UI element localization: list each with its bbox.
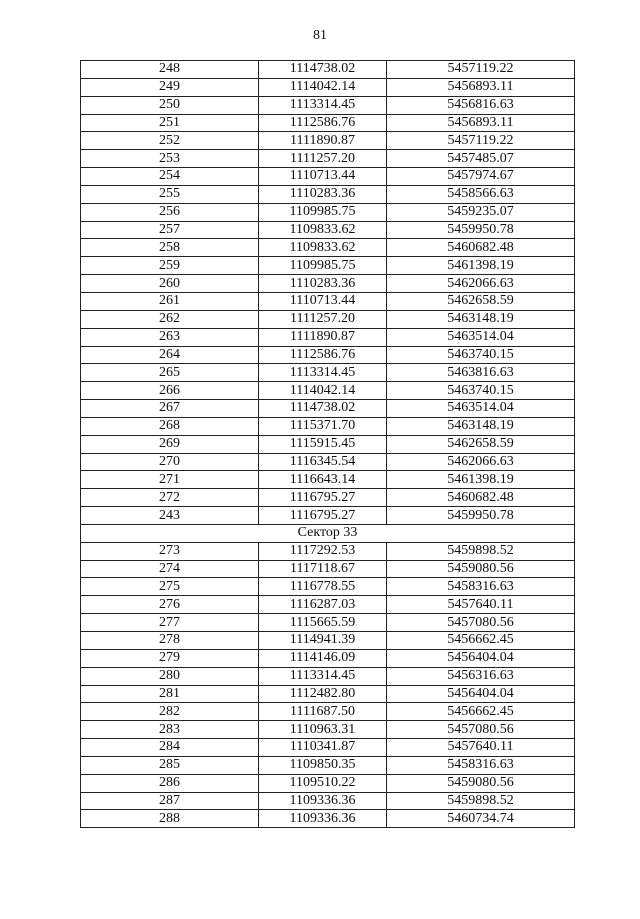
x-coordinate-cell: 1109510.22 [259,774,387,792]
x-coordinate-cell: 1117292.53 [259,542,387,560]
x-coordinate-cell: 1111687.50 [259,703,387,721]
table-row [81,721,575,739]
y-coordinate-cell: 5459950.78 [387,507,575,525]
x-coordinate-cell: 1110963.31 [259,721,387,739]
table-row [81,417,575,435]
table-row [81,78,575,96]
y-coordinate-cell: 5459235.07 [387,203,575,221]
y-coordinate-cell: 5460734.74 [387,810,575,828]
x-coordinate-cell: 1115665.59 [259,614,387,632]
x-coordinate-cell: 1115915.45 [259,435,387,453]
section-title: Сектор 33 [81,524,575,542]
point-number-cell: 253 [81,150,259,168]
x-coordinate-cell: 1116795.27 [259,489,387,507]
table-row [81,221,575,239]
x-coordinate-cell: 1116795.27 [259,507,387,525]
y-coordinate-cell: 5461398.19 [387,257,575,275]
point-number-cell: 259 [81,257,259,275]
table-row [81,756,575,774]
y-coordinate-cell: 5461398.19 [387,471,575,489]
y-coordinate-cell: 5459080.56 [387,560,575,578]
point-number-cell: 275 [81,578,259,596]
point-number-cell: 277 [81,614,259,632]
x-coordinate-cell: 1112586.76 [259,114,387,132]
y-coordinate-cell: 5456893.11 [387,78,575,96]
table-row [81,203,575,221]
page-number: 81 [313,28,327,43]
point-number-cell: 255 [81,185,259,203]
x-coordinate-cell: 1110713.44 [259,292,387,310]
table-row [81,453,575,471]
table-row [81,507,575,525]
table-row [81,632,575,650]
point-number-cell: 284 [81,739,259,757]
x-coordinate-cell: 1112482.80 [259,685,387,703]
y-coordinate-cell: 5463514.04 [387,400,575,418]
table-row [81,471,575,489]
point-number-cell: 267 [81,400,259,418]
y-coordinate-cell: 5463148.19 [387,310,575,328]
y-coordinate-cell: 5456404.04 [387,685,575,703]
table-row [81,328,575,346]
y-coordinate-cell: 5456893.11 [387,114,575,132]
table-row [81,114,575,132]
x-coordinate-cell: 1109833.62 [259,221,387,239]
x-coordinate-cell: 1116345.54 [259,453,387,471]
y-coordinate-cell: 5457640.11 [387,596,575,614]
table-row [81,364,575,382]
y-coordinate-cell: 5460682.48 [387,239,575,257]
y-coordinate-cell: 5463514.04 [387,328,575,346]
table-row [81,578,575,596]
point-number-cell: 248 [81,61,259,79]
table-row [81,560,575,578]
y-coordinate-cell: 5456662.45 [387,632,575,650]
table-row [81,435,575,453]
x-coordinate-cell: 1110713.44 [259,168,387,186]
table-row [81,310,575,328]
table-row [81,596,575,614]
point-number-cell: 251 [81,114,259,132]
point-number-cell: 243 [81,507,259,525]
y-coordinate-cell: 5456662.45 [387,703,575,721]
y-coordinate-cell: 5458566.63 [387,185,575,203]
point-number-cell: 283 [81,721,259,739]
point-number-cell: 264 [81,346,259,364]
y-coordinate-cell: 5459898.52 [387,792,575,810]
table-row [81,257,575,275]
table-row [81,132,575,150]
y-coordinate-cell: 5463148.19 [387,417,575,435]
x-coordinate-cell: 1109850.35 [259,756,387,774]
y-coordinate-cell: 5459950.78 [387,221,575,239]
point-number-cell: 281 [81,685,259,703]
point-number-cell: 257 [81,221,259,239]
point-number-cell: 288 [81,810,259,828]
x-coordinate-cell: 1111890.87 [259,328,387,346]
point-number-cell: 273 [81,542,259,560]
point-number-cell: 258 [81,239,259,257]
table-row [81,96,575,114]
table-row [81,61,575,79]
point-number-cell: 266 [81,382,259,400]
coordinates-table [80,60,575,828]
y-coordinate-cell: 5463740.15 [387,346,575,364]
x-coordinate-cell: 1117118.67 [259,560,387,578]
y-coordinate-cell: 5463740.15 [387,382,575,400]
x-coordinate-cell: 1114146.09 [259,649,387,667]
point-number-cell: 269 [81,435,259,453]
x-coordinate-cell: 1115371.70 [259,417,387,435]
table-row [81,774,575,792]
table-row [81,239,575,257]
table-row [81,382,575,400]
table-row [81,275,575,293]
y-coordinate-cell: 5458316.63 [387,756,575,774]
point-number-cell: 276 [81,596,259,614]
point-number-cell: 274 [81,560,259,578]
point-number-cell: 261 [81,292,259,310]
y-coordinate-cell: 5463816.63 [387,364,575,382]
y-coordinate-cell: 5457080.56 [387,614,575,632]
y-coordinate-cell: 5462066.63 [387,453,575,471]
table-row [81,489,575,507]
table-row [81,168,575,186]
coordinates-table-body [81,61,575,828]
x-coordinate-cell: 1114042.14 [259,78,387,96]
point-number-cell: 278 [81,632,259,650]
x-coordinate-cell: 1114042.14 [259,382,387,400]
y-coordinate-cell: 5457119.22 [387,132,575,150]
x-coordinate-cell: 1113314.45 [259,667,387,685]
x-coordinate-cell: 1109833.62 [259,239,387,257]
point-number-cell: 268 [81,417,259,435]
x-coordinate-cell: 1109985.75 [259,203,387,221]
point-number-cell: 270 [81,453,259,471]
y-coordinate-cell: 5459898.52 [387,542,575,560]
x-coordinate-cell: 1109336.36 [259,810,387,828]
point-number-cell: 280 [81,667,259,685]
x-coordinate-cell: 1113314.45 [259,96,387,114]
point-number-cell: 279 [81,649,259,667]
x-coordinate-cell: 1110341.87 [259,739,387,757]
x-coordinate-cell: 1111257.20 [259,310,387,328]
point-number-cell: 249 [81,78,259,96]
x-coordinate-cell: 1110283.36 [259,275,387,293]
table-row [81,150,575,168]
point-number-cell: 272 [81,489,259,507]
y-coordinate-cell: 5457974.67 [387,168,575,186]
table-row [81,292,575,310]
table-row [81,792,575,810]
table-row [81,667,575,685]
point-number-cell: 262 [81,310,259,328]
table-row [81,685,575,703]
table-row [81,703,575,721]
table-row [81,614,575,632]
y-coordinate-cell: 5462658.59 [387,435,575,453]
point-number-cell: 265 [81,364,259,382]
section-header-row [81,524,575,542]
y-coordinate-cell: 5456316.63 [387,667,575,685]
y-coordinate-cell: 5456404.04 [387,649,575,667]
y-coordinate-cell: 5457640.11 [387,739,575,757]
x-coordinate-cell: 1109336.36 [259,792,387,810]
y-coordinate-cell: 5456816.63 [387,96,575,114]
x-coordinate-cell: 1114738.02 [259,61,387,79]
x-coordinate-cell: 1116778.55 [259,578,387,596]
point-number-cell: 256 [81,203,259,221]
table-row [81,810,575,828]
x-coordinate-cell: 1111890.87 [259,132,387,150]
x-coordinate-cell: 1116643.14 [259,471,387,489]
point-number-cell: 287 [81,792,259,810]
y-coordinate-cell: 5457119.22 [387,61,575,79]
point-number-cell: 282 [81,703,259,721]
point-number-cell: 263 [81,328,259,346]
x-coordinate-cell: 1114738.02 [259,400,387,418]
table-row [81,185,575,203]
y-coordinate-cell: 5457485.07 [387,150,575,168]
point-number-cell: 286 [81,774,259,792]
x-coordinate-cell: 1111257.20 [259,150,387,168]
x-coordinate-cell: 1110283.36 [259,185,387,203]
x-coordinate-cell: 1109985.75 [259,257,387,275]
y-coordinate-cell: 5462658.59 [387,292,575,310]
table-row [81,346,575,364]
point-number-cell: 285 [81,756,259,774]
x-coordinate-cell: 1112586.76 [259,346,387,364]
point-number-cell: 260 [81,275,259,293]
x-coordinate-cell: 1113314.45 [259,364,387,382]
point-number-cell: 254 [81,168,259,186]
y-coordinate-cell: 5458316.63 [387,578,575,596]
y-coordinate-cell: 5459080.56 [387,774,575,792]
table-row [81,400,575,418]
x-coordinate-cell: 1114941.39 [259,632,387,650]
y-coordinate-cell: 5460682.48 [387,489,575,507]
table-row [81,649,575,667]
point-number-cell: 271 [81,471,259,489]
x-coordinate-cell: 1116287.03 [259,596,387,614]
y-coordinate-cell: 5457080.56 [387,721,575,739]
point-number-cell: 250 [81,96,259,114]
y-coordinate-cell: 5462066.63 [387,275,575,293]
point-number-cell: 252 [81,132,259,150]
table-row [81,739,575,757]
table-row [81,542,575,560]
